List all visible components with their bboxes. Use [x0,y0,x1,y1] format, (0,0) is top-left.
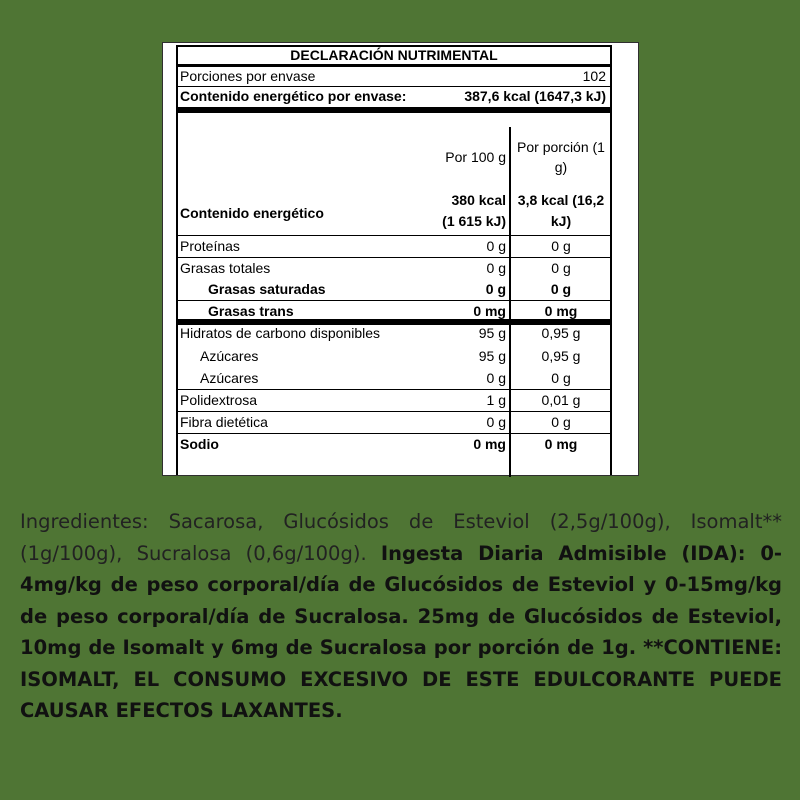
row-label: Azúcares [200,348,259,364]
ida-warning: Ingesta Diaria Admisible (IDA): 0-4mg/kg de peso corporal/día de Glucósidos de Esteviol y 0-15mg/kg de peso corporal/día de Sucralosa. 25mg de Glucósidos de Esteviol, 10mg de Isomalt y 6mg de Sucralosa por porción de 1g. **CONTIENE: ISOMALT, EL CONSUMO EXCESIVO DE ESTE EDULCORANTE PUEDE CAUSAR EFECTOS LAXANTES. [20,541,782,722]
row-label: Grasas totales [180,260,271,276]
energy-portion-line2: kJ) [550,213,572,229]
row-value-portion: 0 g [551,260,571,276]
row-value-portion: 0 mg [544,303,578,319]
energy-label: Contenido energético [180,205,324,221]
table-row [178,258,610,279]
table-row [178,346,610,367]
ingredients-list: Ingredientes: Sacarosa, Glucósidos de Esteviol (2,5g/100g), Isomalt** (1g/100g), Sucralosa (0,6g/100g). [20,510,782,565]
row-label: Sodio [180,436,219,452]
table-row [178,367,610,390]
energy-pack-label: Contenido energético por envase: [180,88,407,104]
row-value-100: 95 g [478,325,506,341]
column-headers [178,135,610,185]
servings-value: 102 [582,68,606,84]
energy-100-line2: (1 615 kJ) [442,213,506,229]
row-value-portion: 0 g [551,370,571,386]
row-value-100: 0 mg [473,303,506,319]
table-row [178,301,610,325]
row-value-100: 0 g [486,238,506,254]
col-per100-header: Por 100 g [445,149,506,165]
table-row [178,279,610,301]
energy-pack-row [178,87,610,113]
table-row [178,434,610,455]
energy-row [178,190,610,236]
energy-100-line1: 380 kcal [451,192,506,208]
row-value-portion: 0,95 g [541,325,581,341]
row-value-portion: 0 g [551,238,571,254]
row-value-portion: 0,01 g [541,392,581,408]
row-value-100: 0 mg [473,436,506,452]
table-row [178,412,610,434]
row-label: Grasas saturadas [208,281,326,297]
energy-pack-value: 387,6 kcal (1647,3 kJ) [464,88,606,104]
row-value-portion: 0 mg [544,436,578,452]
nutrition-table [176,45,612,475]
row-label: Proteínas [180,238,240,254]
energy-portion-line1: 3,8 kcal (16,2 [517,192,605,208]
row-value-portion: 0,95 g [541,348,581,364]
row-label: Grasas trans [208,303,294,319]
col-perportion-header-1: Por porción (1 [517,139,605,155]
table-row [178,236,610,258]
row-label: Azúcares [200,370,259,386]
table-row [178,390,610,412]
row-label: Polidextrosa [180,392,258,408]
row-value-100: 95 g [478,348,506,364]
servings-label: Porciones por envase [180,68,316,84]
col-perportion-header-2: g) [554,159,568,175]
ingredients-text [20,506,782,727]
servings-row [178,67,610,87]
row-value-100: 1 g [486,392,506,408]
row-value-100: 0 g [486,370,506,386]
row-value-portion: 0 g [551,414,571,430]
row-value-100: 0 g [486,260,506,276]
row-label: Fibra dietética [180,414,268,430]
table-row [178,325,610,346]
row-value-100: 0 g [486,414,506,430]
row-label: Hidratos de carbono disponibles [180,325,381,341]
row-value-portion: 0 g [550,281,572,297]
table-title: DECLARACIÓN NUTRIMENTAL [178,47,610,67]
row-value-100: 0 g [485,281,506,297]
